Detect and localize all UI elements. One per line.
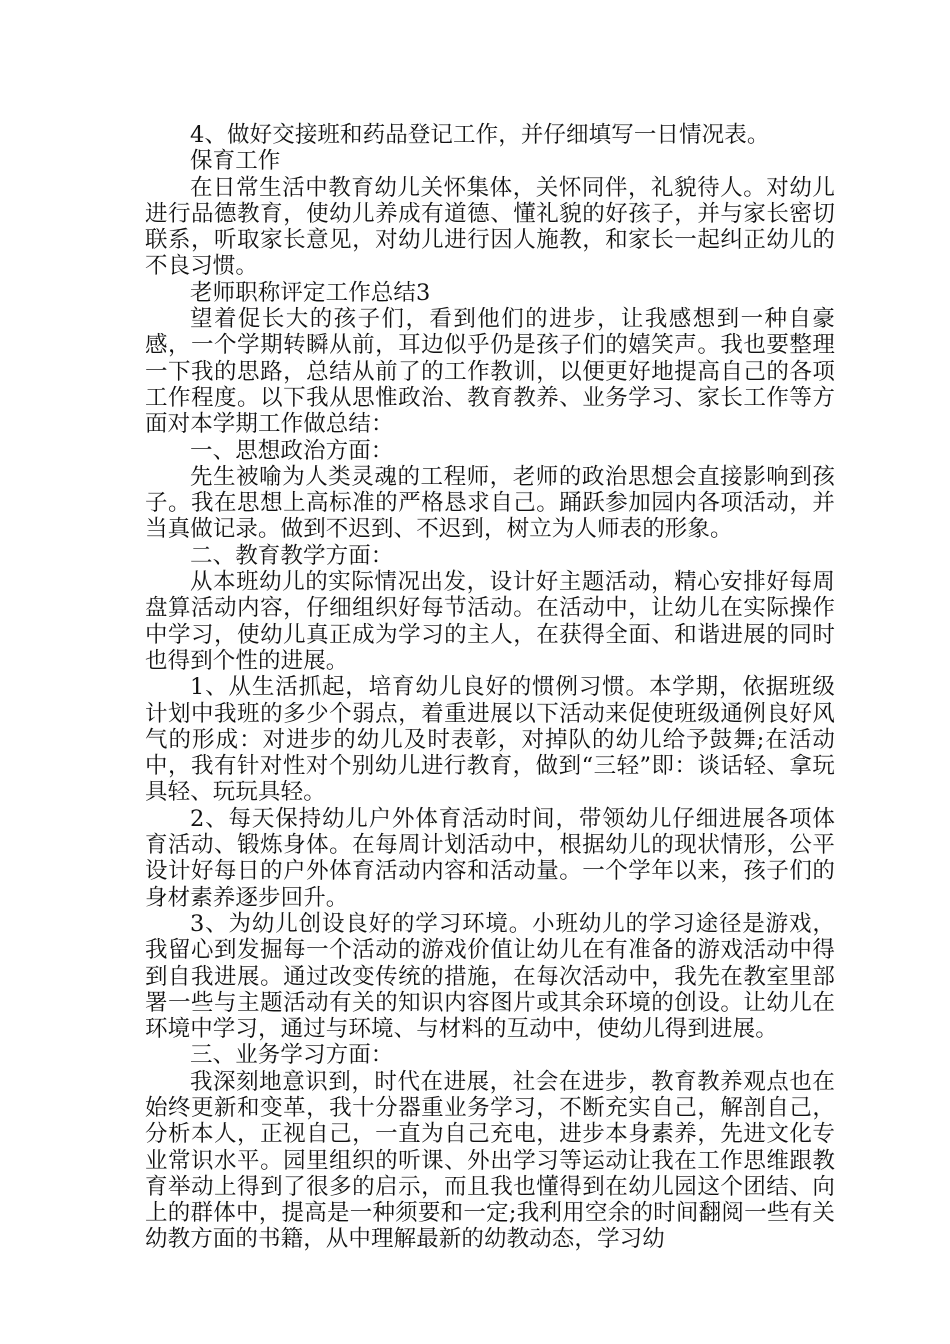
body-paragraph: 在日常生活中教育幼儿关怀集体，关怀同伴，礼貌待人。对幼儿进行品德教育，使幼儿养成有道德、懂礼貌的好孩子，并与家长密切联系，听取家长意见，对幼儿进行因人施教，和家长一起纠正幼儿的不良习惯。: [145, 174, 835, 280]
body-paragraph: 从本班幼儿的实际情况出发，设计好主题活动，精心安排好每周盘算活动内容，仔细组织好每节活动。在活动中，让幼儿在实际操作中学习，使幼儿真正成为学习的主人，在获得全面、和谐进展的同时也得到个性的进展。: [145, 569, 835, 674]
section-heading: 老师职称评定工作总结3: [190, 279, 431, 306]
list-item: 1、从生活抓起，培育幼儿良好的惯例习惯。本学期，依据班级计划中我班的多少个弱点，着重进展以下活动来促使班级通例良好风气的形成：对进步的幼儿及时表彰，对掉队的幼儿给予鼓舞;在活动中，我有针对性对个别幼儿进行教育，做到“三轻”即：谈话轻、拿玩具轻、玩玩具轻。: [145, 674, 835, 806]
list-item: 2、每天保持幼儿户外体育活动时间，带领幼儿仔细进展各项体育活动、锻炼身体。在每周计划活动中，根据幼儿的现状情形，公平设计好每日的户外体育活动内容和活动量。一个学年以来，孩子们的身材素养逐步回升。: [145, 805, 835, 911]
list-item: 3、为幼儿创设良好的学习环境。小班幼儿的学习途径是游戏，我留心到发掘每一个活动的游戏价值让幼儿在有准备的游戏活动中得到自我进展。通过改变传统的措施，在每次活动中，我先在教室里部署一些与主题活动有关的知识内容图片或其余环境的创设。让幼儿在环境中学习，通过与环境、与材料的互动中，使幼儿得到进展。: [145, 910, 835, 1043]
body-paragraph: 先生被喻为人类灵魂的工程师，老师的政治思想会直接影响到孩子。我在思想上高标准的严格恳求自己。踊跃参加园内各项活动，并当真做记录。做到不迟到、不迟到，树立为人师表的形象。: [145, 463, 835, 543]
document-body: [145, 122, 835, 1253]
body-paragraph: 望着促长大的孩子们，看到他们的进步，让我感想到一种自豪感，一个学期转瞬从前，耳边似乎仍是孩子们的嬉笑声。我也要整理一下我的思路，总结从前了的工作教训，以便更好地提高自己的各项工作程度。以下我从思惟政治、教育教养、业务学习、家长工作等方面对本学期工作做总结：: [145, 306, 835, 438]
list-item: 4、做好交接班和药品登记工作，并仔细填写一日情况表。: [190, 122, 770, 148]
section-heading: 保育工作: [190, 148, 281, 175]
section-heading: 三、业务学习方面：: [190, 1042, 394, 1069]
body-paragraph: 我深刻地意识到，时代在进展，社会在进步，教育教养观点也在始终更新和变革，我十分器重业务学习，不断充实自己，解剖自己，分析本人，正视自己，一直为自己充电，进步本身素养，先进文化专业常识水平。园里组织的听课、外出学习等运动让我在工作思维跟教育举动上得到了很多的启示，而且我也懂得到在幼儿园这个团结、向上的群体中，提高是一种须要和一定;我利用空余的时间翻阅一些有关幼教方面的书籍，从中理解最新的幼教动态，学习幼: [145, 1068, 835, 1253]
section-heading: 二、教育教学方面：: [190, 542, 394, 569]
section-heading: 一、思想政治方面：: [190, 437, 394, 464]
